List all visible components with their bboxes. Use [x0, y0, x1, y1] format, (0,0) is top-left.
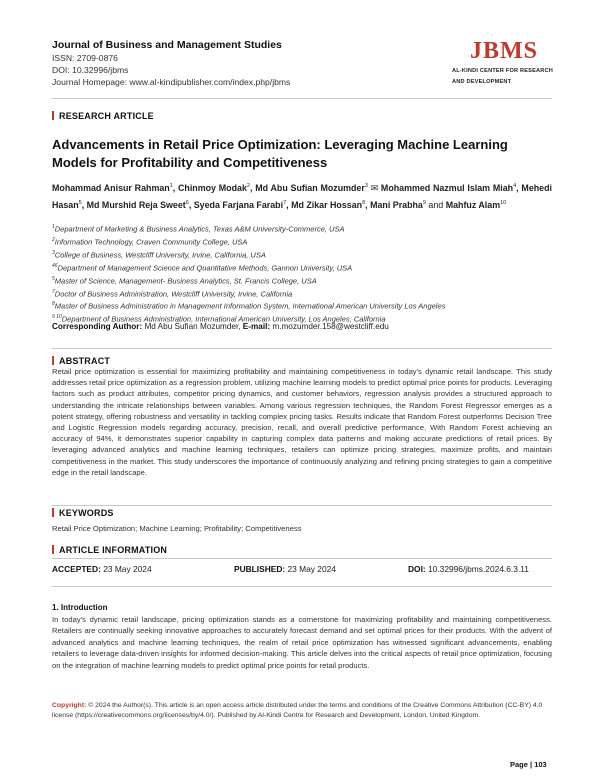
author: Mahfuz Alam [445, 199, 501, 210]
logo-mark: JBMS [470, 38, 539, 64]
section-divider [52, 505, 552, 506]
affiliation-item: $^5$Master of Science, Management- Business Analytics, St. Francis College, USA [52, 275, 317, 286]
accent-bar [52, 508, 54, 517]
affiliation-item: $^7$Doctor of Business Administration, Westcliff University, Irvine, California [52, 288, 293, 299]
article-type-label: RESEARCH ARTICLE [52, 111, 154, 121]
accent-bar [52, 111, 54, 120]
journal-issn: ISSN: 2709-0876 [52, 53, 118, 63]
section-divider [52, 348, 552, 349]
author: Mani Prabha [370, 199, 423, 210]
copyright-notice: Copyright: © 2024 the Author(s). This article is an open access article distributed under the terms and conditions of the Creative Commons Attribution (CC-BY) 4.0 license (https://creativecommons.org/licenses/by/4.0/). Published by Al-Kindi Centre for Research and Development, London, United Kingdom. [52, 702, 543, 719]
author: Md Abu Sufian Mozumder [255, 182, 365, 193]
affiliation-item: $^8$Master of Business Administration in Management Information System, International American University Los Angeles [52, 301, 446, 311]
author: Md Murshid Reja Sweet [86, 199, 186, 210]
affiliation-item: $^1$Department of Marketing & Business Analytics, Texas A&M University-Commerce, USA [52, 224, 345, 234]
accent-bar [52, 545, 54, 554]
section-divider [52, 558, 552, 559]
journal-header [52, 38, 432, 88]
introduction-heading: 1. Introduction [52, 603, 108, 612]
article-title: Advancements in Retail Price Optimization: Leveraging Machine Learning Models for Profitability and Competitiveness [52, 137, 508, 170]
keywords-text: Retail Price Optimization; Machine Learning; Profitability; Competitiveness [52, 524, 302, 533]
author: Chinmoy Modak [178, 182, 247, 193]
logo-subtitle-line1: AL-KINDI CENTER FOR RESEARCH [452, 68, 554, 74]
header-divider [52, 98, 552, 99]
journal-name: Journal of Business and Management Studies [52, 39, 282, 51]
email-link[interactable]: m.mozumder.158@westcliff.edu [272, 322, 389, 331]
corresponding-author: Corresponding Author: Md Abu Sufian Mozumder, E-mail: m.mozumder.158@westcliff.edu [52, 322, 389, 331]
author: Mehedi Hasan [52, 182, 552, 210]
affiliation-item: $^{9 10}$Department of Business Administration, International American University, Los Angeles, California [52, 314, 386, 324]
envelope-icon[interactable]: ✉ [370, 182, 379, 193]
article-info-heading: ARTICLE INFORMATION [52, 545, 167, 555]
keywords-heading: KEYWORDS [52, 508, 114, 518]
accent-bar [52, 356, 54, 365]
introduction-text: In today's dynamic retail landscape, pricing optimization stands as a cornerstone for maximizing profitability and maintaining competitiveness. Retailers are continually seeking innovative approaches to accurately forecast demand and set optimal prices for their products. With the advent of advanced analytics and machine learning techniques, the realm of retail price optimization has witnessed significant advancements, enabling retailers to leverage data-driven insights for informed decision-making. This article delves into the critical aspects of retail price optimization, focusing on the integration of machine learning models to predict optimal price points for retail products. [52, 615, 552, 670]
journal-doi: DOI: 10.32996/jbms [52, 65, 129, 75]
author: Syeda Farjana Farabi [193, 199, 284, 210]
jbms-logo [452, 38, 562, 86]
abstract-heading: ABSTRACT [52, 356, 110, 366]
article-doi[interactable]: DOI: 10.32996/jbms.2024.6.3.11 [408, 564, 529, 574]
journal-homepage[interactable]: Journal Homepage: www.al-kindipublisher.com/index.php/jbms [52, 77, 291, 87]
published-date: PUBLISHED: 23 May 2024 [234, 564, 336, 574]
author: Md Zikar Hossan [291, 199, 363, 210]
section-divider [52, 586, 552, 587]
affiliation-list [52, 222, 552, 325]
author: Mohammed Nazmul Islam Miah [380, 182, 514, 193]
page-footer: Page | 103 [510, 760, 547, 769]
author-list: Mohammad Anisur Rahman$^1$, Chinmoy Modak$^2$, Md Abu Sufian Mozumder$^3$ ✉ Mohammed Nazmul Islam Miah$^4$, Mehedi Hasan$^5$, Md Murshid Reja Sweet$^6$, Syeda Farjana Farabi$^7$, Md Zikar Hossan$^8$, Mani Prabha$^9$ and Mahfuz Alam$^{10}$ [52, 182, 552, 210]
accepted-date: ACCEPTED: 23 May 2024 [52, 564, 152, 574]
logo-subtitle-line2: AND DEVELOPMENT [452, 79, 512, 85]
abstract-text: Retail price optimization is essential for maximizing profitability and maintaining competitiveness in today's dynamic retail landscape. This study addresses retail price optimization as a regression problem, utilizing machine learning models to predict optimal price points for products. Leveraging factors such as product attributes, competitor pricing dynamics, and customer behaviors, regression analysis provides a structured approach to understanding the intricate relationships between variables. Among various regression techniques, the Random Forest Regressor emerges as a potent strategy, offering robustness and versatility in tackling complex pricing tasks. Results indicate that Random Forest outperforms Decision Tree and Logistic Regression models regarding accuracy, precision, recall, and overall predictive performance. With Random Forest achieving an accuracy of 94%, it demonstrates superior capability in capturing complex data patterns and making accurate predictions of retail prices. By leveraging advanced analytics and machine learning techniques, retailers can optimize pricing strategies, maximize profits, and maintain competitiveness in the market. This study underscores the importance of continuously analyzing and refining pricing strategies to gain a competitive edge in the retail landscape. [52, 367, 552, 477]
page-number: 103 [534, 760, 547, 769]
affiliation-item: $^{46}$Department of Management Science and Quantitative Methods, Gannon University, USA [52, 262, 353, 273]
and-word: and [428, 199, 444, 210]
author: Mohammad Anisur Rahman [52, 182, 170, 193]
affiliation-item: $^2$Information Technology, Craven Community College, USA [52, 236, 248, 247]
affiliation-item: $^3$College of Business, Westcliff University, Irvine, California, USA [52, 249, 266, 260]
